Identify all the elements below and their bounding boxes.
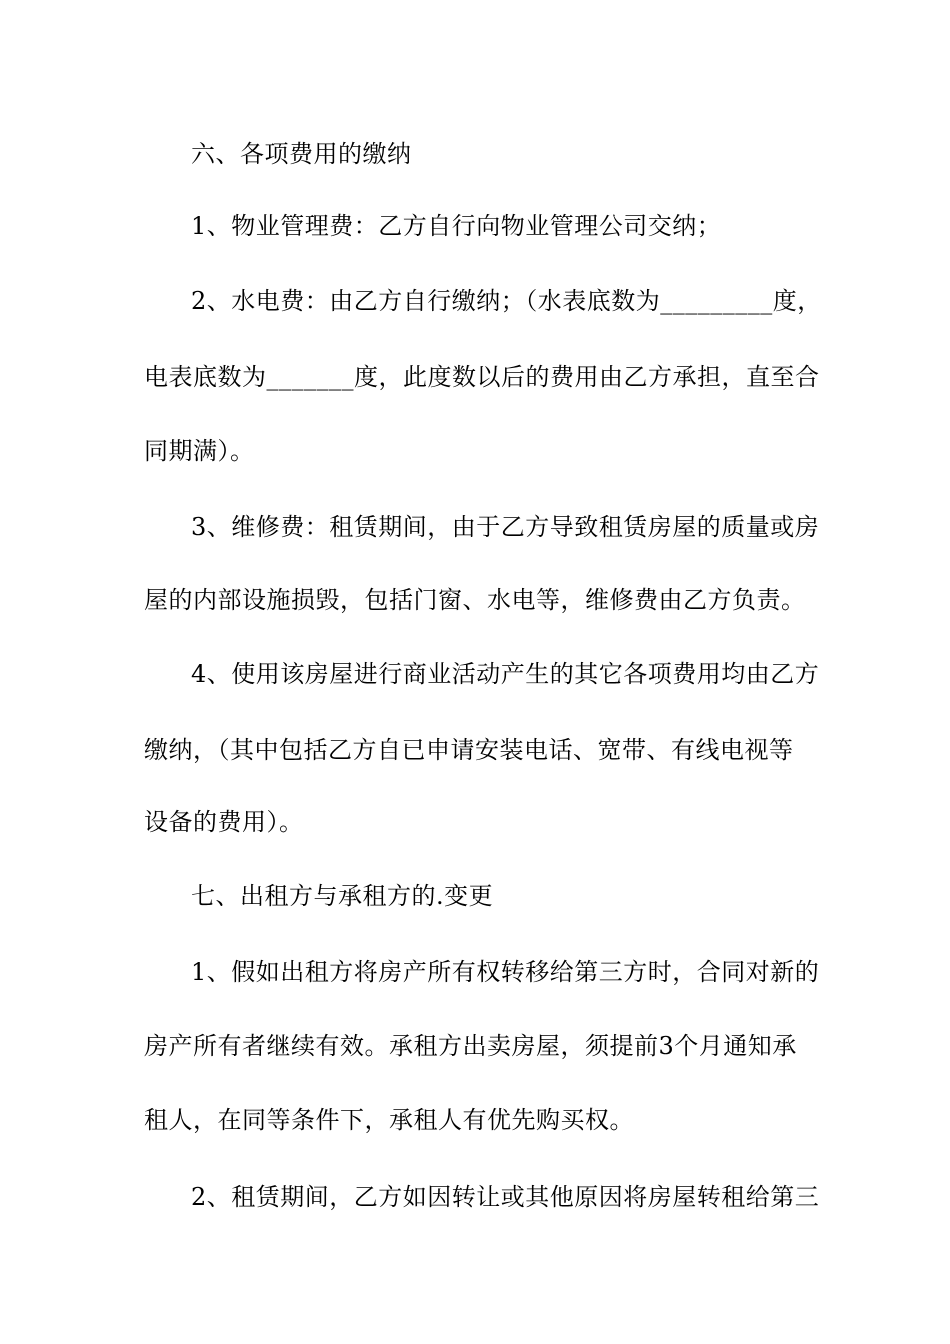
paragraph-line: 屋的内部设施损毁，包括门窗、水电等，维修费由乙方负责。	[144, 586, 806, 614]
paragraph-line: 1、假如出租方将房产所有权转移给第三方时，合同对新的	[191, 958, 820, 986]
paragraph-line: 租人，在同等条件下，承租人有优先购买权。	[144, 1106, 634, 1134]
paragraph-line: 房产所有者继续有效。承租方出卖房屋，须提前3个月通知承	[144, 1032, 797, 1060]
paragraph-line: 缴纳，（其中包括乙方自已申请安装电话、宽带、有线电视等	[144, 736, 794, 764]
paragraph-line: 1、物业管理费：乙方自行向物业管理公司交纳；	[191, 212, 722, 240]
paragraph-line: 2、水电费：由乙方自行缴纳；（水表底数为_________度，	[191, 287, 822, 315]
paragraph-line: 2、租赁期间，乙方如因转让或其他原因将房屋转租给第三	[191, 1183, 820, 1211]
paragraph-line: 4、使用该房屋进行商业活动产生的其它各项费用均由乙方	[191, 660, 820, 688]
paragraph-line: 设备的费用）。	[144, 808, 304, 836]
paragraph-line: 电表底数为_______度，此度数以后的费用由乙方承担，直至合	[144, 363, 820, 391]
section-heading-7: 七、出租方与承租方的.变更	[191, 882, 494, 910]
section-heading-6: 六、各项费用的缴纳	[191, 140, 412, 168]
paragraph-line: 同期满）。	[144, 437, 255, 465]
paragraph-line: 3、维修费：租赁期间，由于乙方导致租赁房屋的质量或房	[191, 513, 820, 541]
